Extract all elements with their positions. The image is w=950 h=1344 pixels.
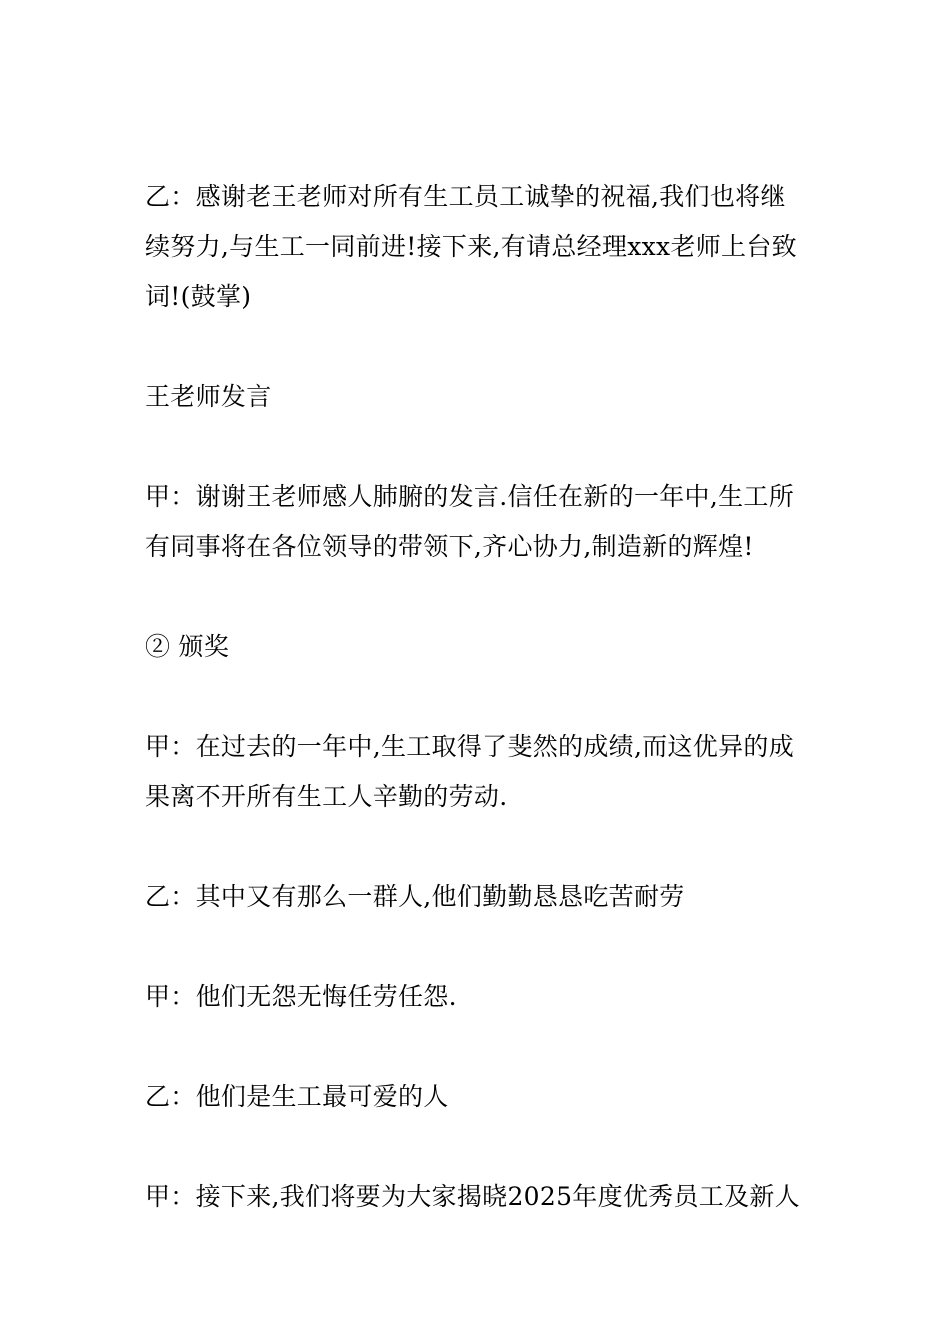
paragraph-yi-thanks: 乙：感谢老王老师对所有生工员工诚挚的祝福,我们也将继续努力,与生工一同前进!接下来,有请总经理xxx老师上台致词!(鼓掌) xyxy=(145,182,797,311)
paragraph-speech-heading: 王老师发言 xyxy=(145,382,272,411)
paragraph-spacer xyxy=(145,422,810,472)
paragraph-spacer xyxy=(145,572,810,622)
paragraph-jia-thanks: 甲：谢谢王老师感人肺腑的发言.信任在新的一年中,生工所有同事将在各位领导的带领下,齐心协力,制造新的辉煌! xyxy=(145,482,794,561)
paragraph-spacer xyxy=(145,1022,810,1072)
paragraph-spacer xyxy=(145,672,810,722)
section-heading-award: ② 颁奖 xyxy=(145,632,230,661)
paragraph-spacer xyxy=(145,322,810,372)
paragraph-jia-no-complaint: 甲：他们无怨无悔任劳任怨. xyxy=(145,982,457,1011)
paragraph-yi-lovely: 乙：他们是生工最可爱的人 xyxy=(145,1082,449,1111)
paragraph-spacer xyxy=(145,822,810,872)
paragraph-spacer xyxy=(145,922,810,972)
paragraph-jia-announce: 甲：接下来,我们将要为大家揭晓2025年度优秀员工及新人 xyxy=(145,1182,800,1211)
document-body xyxy=(145,172,810,1222)
paragraph-yi-group: 乙：其中又有那么一群人,他们勤勤恳恳吃苦耐劳 xyxy=(145,882,685,911)
paragraph-spacer xyxy=(145,1122,810,1172)
paragraph-jia-achievements: 甲：在过去的一年中,生工取得了斐然的成绩,而这优异的成果离不开所有生工人辛勤的劳动. xyxy=(145,732,794,811)
